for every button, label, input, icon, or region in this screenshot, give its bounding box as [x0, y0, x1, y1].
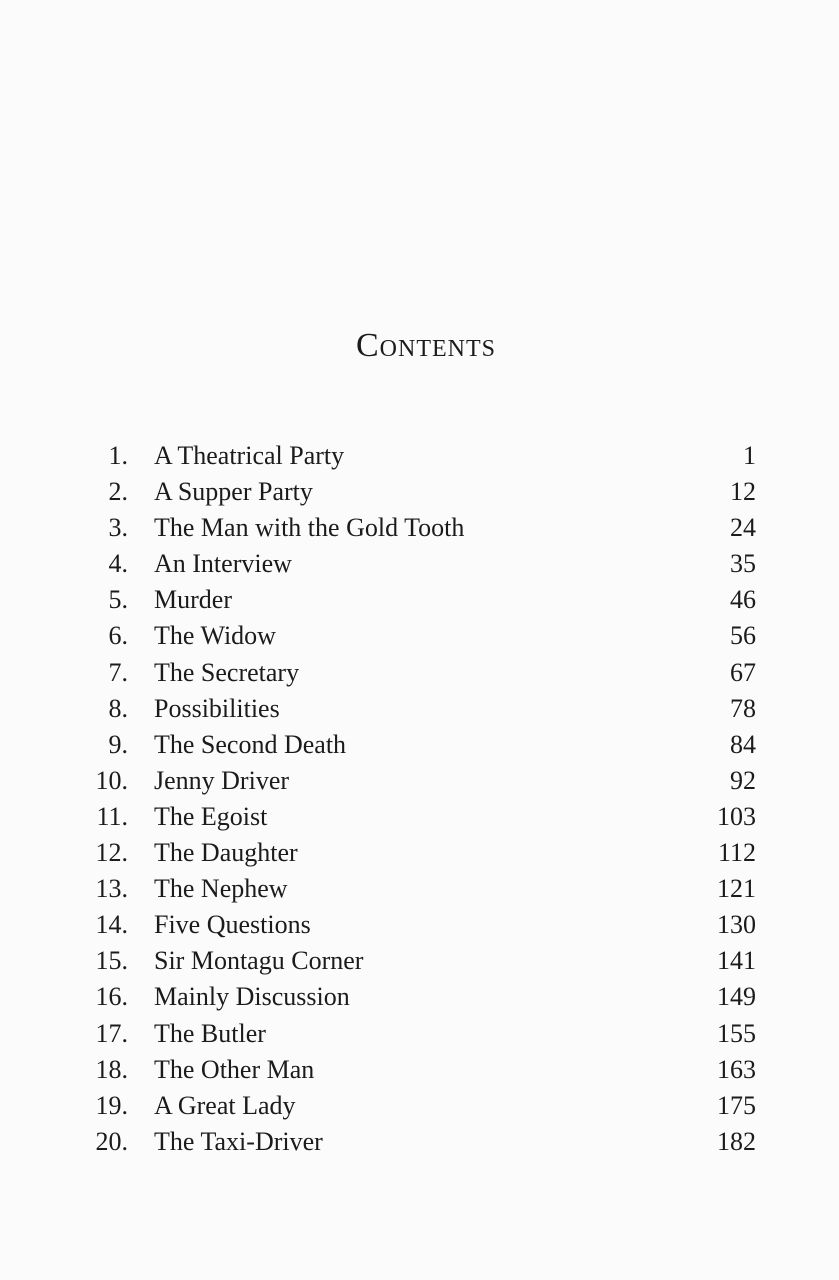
- table-of-contents: [80, 438, 758, 1160]
- chapter-title: The Other Man: [154, 1054, 315, 1084]
- page-number: 155: [717, 1018, 756, 1048]
- chapter-number: 13.: [95, 874, 128, 904]
- chapter-title: The Nephew: [154, 874, 288, 904]
- chapter-number: 19.: [95, 1090, 128, 1120]
- toc-entry: [80, 438, 758, 474]
- toc-entry: [80, 655, 758, 691]
- page-number: 12: [730, 477, 756, 507]
- page-number: 149: [717, 982, 756, 1012]
- toc-entry: [80, 799, 758, 835]
- page-number: 103: [717, 801, 756, 831]
- page-number: 163: [717, 1054, 756, 1084]
- page-number: 67: [730, 657, 756, 687]
- page-number: 35: [730, 549, 756, 579]
- toc-entry: [80, 691, 758, 727]
- chapter-number: 15.: [95, 946, 128, 976]
- chapter-number: 8.: [108, 693, 128, 723]
- chapter-number: 20.: [95, 1126, 128, 1156]
- chapter-title: The Egoist: [154, 801, 268, 831]
- chapter-number: 9.: [108, 729, 128, 759]
- page-number: 46: [730, 585, 756, 615]
- chapter-title: Possibilities: [154, 693, 280, 723]
- toc-entry: [80, 835, 758, 871]
- chapter-title: The Butler: [154, 1018, 266, 1048]
- chapter-title: The Second Death: [154, 729, 347, 759]
- chapter-title: The Taxi-Driver: [154, 1126, 323, 1156]
- chapter-title: Sir Montagu Corner: [154, 946, 364, 976]
- chapter-title: A Great Lady: [154, 1090, 296, 1120]
- chapter-number: 3.: [108, 513, 128, 543]
- chapter-number: 6.: [108, 621, 128, 651]
- page-title: Contents: [355, 327, 496, 364]
- page-number: 92: [730, 765, 756, 795]
- chapter-title: Murder: [154, 585, 232, 615]
- page-number: 182: [717, 1126, 756, 1156]
- chapter-number: 5.: [108, 585, 128, 615]
- chapter-title: Five Questions: [154, 910, 311, 940]
- toc-entry: [80, 546, 758, 582]
- chapter-number: 1.: [108, 441, 128, 470]
- chapter-number: 11.: [96, 801, 128, 831]
- page-number: 24: [730, 513, 756, 543]
- chapter-number: 16.: [95, 982, 128, 1012]
- toc-entry: [80, 1052, 758, 1088]
- toc-entry: [80, 979, 758, 1015]
- chapter-title: Jenny Driver: [154, 765, 290, 795]
- page-number: 78: [730, 693, 756, 723]
- toc-entry: [80, 727, 758, 763]
- toc-entry: [80, 1016, 758, 1052]
- chapter-number: 2.: [108, 477, 128, 507]
- toc-entry: [80, 510, 758, 546]
- chapter-title: A Supper Party: [154, 477, 313, 507]
- toc-entry: [80, 1088, 758, 1124]
- chapter-number: 17.: [95, 1018, 128, 1048]
- toc-entry: [80, 871, 758, 907]
- chapter-title: A Theatrical Party: [154, 441, 345, 470]
- chapter-number: 4.: [108, 549, 128, 579]
- chapter-title: The Daughter: [154, 838, 298, 868]
- chapter-title: The Widow: [154, 621, 276, 651]
- chapter-title: An Interview: [154, 549, 292, 579]
- page-number: 112: [717, 838, 756, 868]
- chapter-title: The Man with the Gold Tooth: [154, 513, 465, 543]
- page-number: 1: [743, 441, 756, 470]
- page-number: 175: [717, 1090, 756, 1120]
- chapter-number: 12.: [95, 838, 128, 868]
- toc-entry: [80, 582, 758, 618]
- toc-entry: [80, 474, 758, 510]
- toc-entry: [80, 1124, 758, 1160]
- page-number: 121: [717, 874, 756, 904]
- page-number: 141: [717, 946, 756, 976]
- toc-entry: [80, 618, 758, 654]
- page-number: 130: [717, 910, 756, 940]
- toc-entry: [80, 943, 758, 979]
- toc-entry: [80, 763, 758, 799]
- chapter-number: 10.: [95, 765, 128, 795]
- chapter-title: Mainly Discussion: [154, 982, 350, 1012]
- chapter-number: 14.: [95, 910, 128, 940]
- chapter-number: 7.: [108, 657, 128, 687]
- chapter-title: The Secretary: [154, 657, 300, 687]
- page-number: 56: [730, 621, 756, 651]
- page-number: 84: [730, 729, 756, 759]
- chapter-number: 18.: [95, 1054, 128, 1084]
- toc-entry: [80, 907, 758, 943]
